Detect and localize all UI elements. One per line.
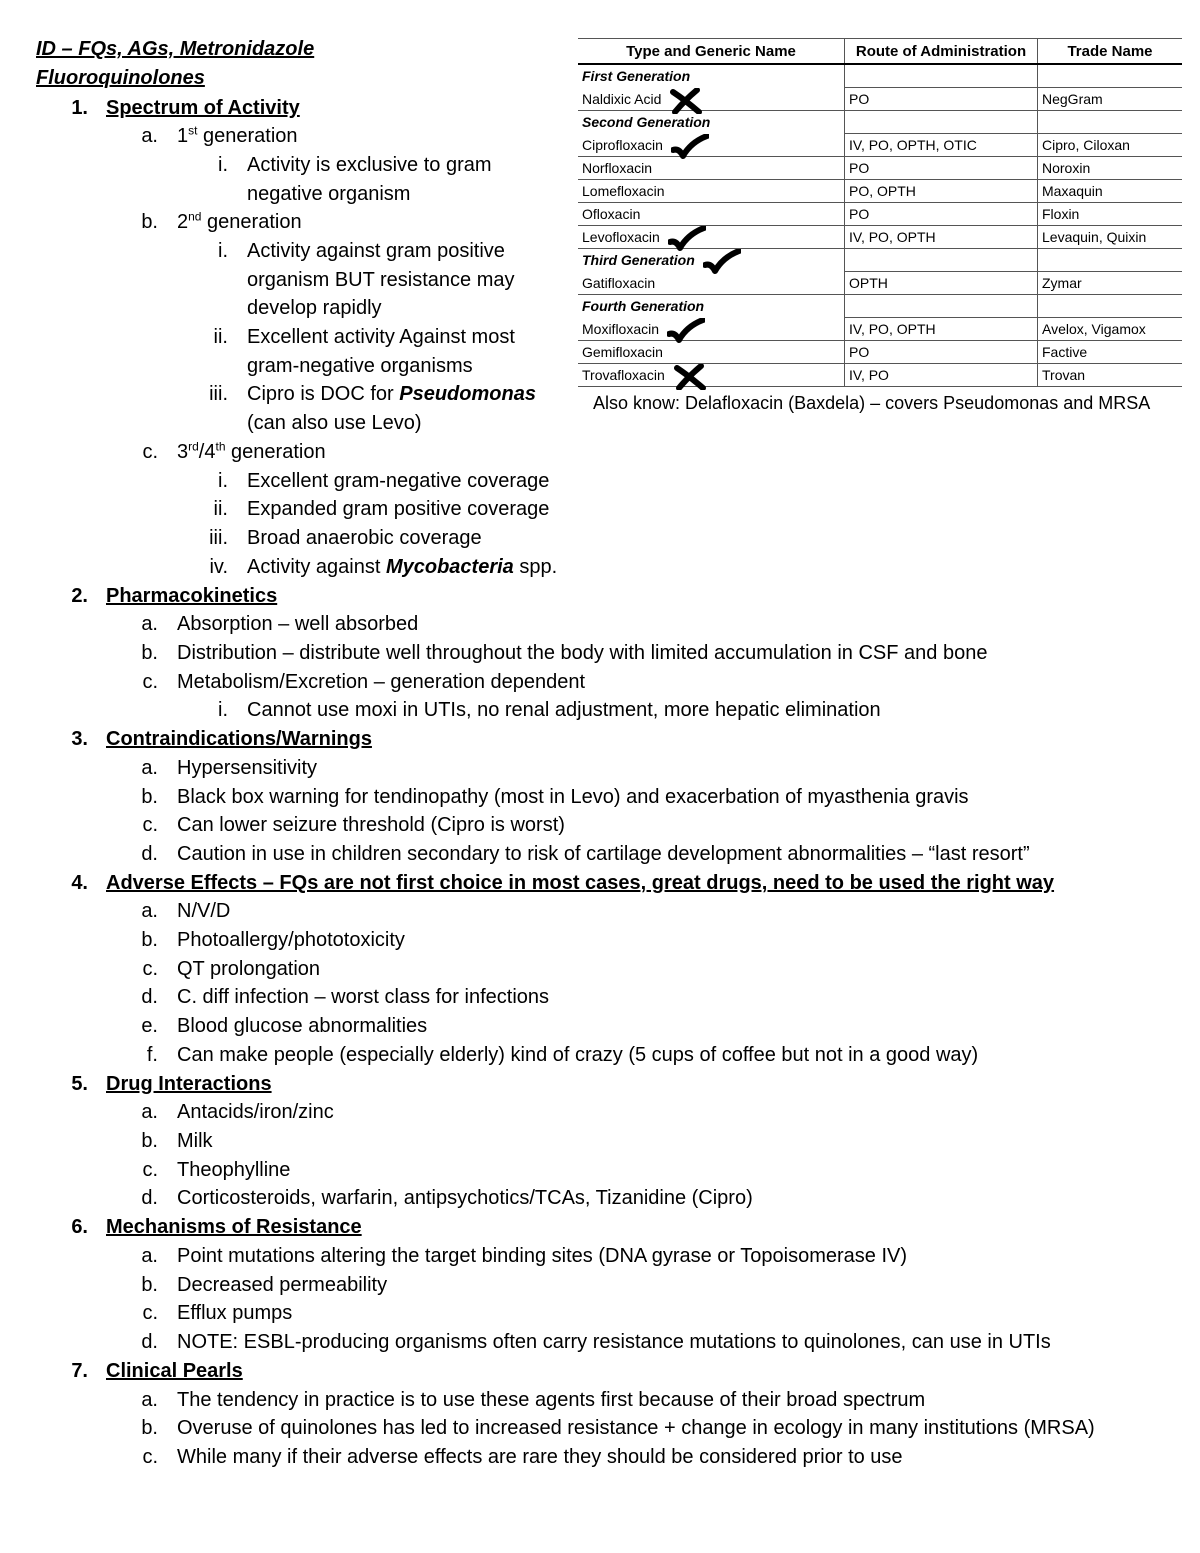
generic-name-cell: Gemifloxacin bbox=[578, 341, 845, 364]
list-item: Black box warning for tendinopathy (most in Levo) and exacerbation of myasthenia gravis bbox=[177, 786, 969, 808]
list-item: N/V/D bbox=[177, 900, 231, 922]
generic-name-cell: Ciprofloxacin bbox=[578, 134, 845, 157]
trade-name-cell: Maxaquin bbox=[1038, 180, 1183, 203]
section-number: 6. bbox=[71, 1216, 88, 1238]
generation-label: Second Generation bbox=[582, 114, 711, 131]
item-label: a. bbox=[141, 613, 158, 635]
item-label: b. bbox=[141, 929, 158, 951]
section-heading: Pharmacokinetics bbox=[106, 585, 278, 607]
route-cell: PO bbox=[845, 203, 1038, 226]
list-item: Cannot use moxi in UTIs, no renal adjustment, more hepatic elimination bbox=[247, 699, 881, 721]
list-item: Absorption – well absorbed bbox=[177, 613, 419, 635]
item-label: a. bbox=[141, 757, 158, 779]
table-header-row bbox=[578, 39, 1182, 65]
item-label: c. bbox=[142, 814, 158, 836]
item-label: i. bbox=[218, 470, 228, 492]
list-item: Caution in use in children secondary to risk of cartilage development abnormalities – “last resort” bbox=[177, 843, 1030, 865]
list-item: 1st generation bbox=[177, 123, 298, 147]
trade-name-cell: Noroxin bbox=[1038, 157, 1183, 180]
list-item: Can lower seizure threshold (Cipro is worst) bbox=[177, 814, 565, 836]
table-row bbox=[578, 203, 1182, 226]
table-body bbox=[578, 64, 1182, 387]
generation-label: Third Generation bbox=[578, 249, 845, 272]
list-item: NOTE: ESBL-producing organisms often carry resistance mutations to quinolones, can use in UTIs bbox=[177, 1331, 1051, 1353]
table-row bbox=[578, 88, 1182, 111]
item-label: iii. bbox=[209, 383, 228, 405]
list-item: Can make people (especially elderly) kind of crazy (5 cups of coffee but not in a good way) bbox=[177, 1044, 979, 1066]
item-label: a. bbox=[141, 1245, 158, 1267]
list-item: Cipro is DOC for Pseudomonas bbox=[247, 383, 536, 405]
list-item: Broad anaerobic coverage bbox=[247, 527, 482, 549]
list-item: Overuse of quinolones has led to increased resistance + change in ecology in many institutions (MRSA) bbox=[177, 1417, 1095, 1439]
generic-name-cell: Lomefloxacin bbox=[578, 180, 845, 203]
generic-name-cell: Levofloxacin bbox=[578, 226, 845, 249]
route-cell: IV, PO, OPTH bbox=[845, 226, 1038, 249]
list-item: Activity against Mycobacteria spp. bbox=[247, 556, 558, 578]
list-item: While many if their adverse effects are rare they should be considered prior to use bbox=[177, 1446, 903, 1468]
column-header: Trade Name bbox=[1038, 39, 1183, 65]
section-heading: Adverse Effects – FQs are not first choice in most cases, great drugs, need to be used the right way bbox=[106, 872, 1055, 894]
list-item: Hypersensitivity bbox=[177, 757, 318, 779]
column-header: Type and Generic Name bbox=[578, 39, 845, 65]
table-cell bbox=[1038, 295, 1183, 318]
item-label: a. bbox=[141, 1389, 158, 1411]
generation-label: Fourth Generation bbox=[582, 298, 705, 315]
table-cell bbox=[845, 249, 1038, 272]
trade-name-cell: Cipro, Ciloxan bbox=[1038, 134, 1183, 157]
item-label: c. bbox=[142, 1446, 158, 1468]
section-heading: Spectrum of Activity bbox=[106, 97, 300, 119]
column-header: Route of Administration bbox=[845, 39, 1038, 65]
item-label: b. bbox=[141, 786, 158, 808]
item-label: b. bbox=[141, 642, 158, 664]
item-label: d. bbox=[141, 1331, 158, 1353]
generic-name-cell: Gatifloxacin bbox=[578, 272, 845, 295]
table-group-row bbox=[578, 64, 1182, 88]
trade-name-cell: Zymar bbox=[1038, 272, 1183, 295]
section-number: 7. bbox=[71, 1360, 88, 1382]
table-row bbox=[578, 364, 1182, 387]
list-item: C. diff infection – worst class for infections bbox=[177, 986, 550, 1008]
trade-name-cell: Avelox, Vigamox bbox=[1038, 318, 1183, 341]
list-item-continued: negative organism bbox=[247, 183, 411, 205]
generic-name-cell: Norfloxacin bbox=[578, 157, 845, 180]
section-number: 3. bbox=[71, 728, 88, 750]
generic-name-cell: Trovafloxacin bbox=[578, 364, 845, 387]
item-label: iv. bbox=[209, 556, 228, 578]
generation-label: First Generation bbox=[582, 68, 691, 85]
list-item: Metabolism/Excretion – generation dependent bbox=[177, 671, 586, 693]
route-cell: PO bbox=[845, 157, 1038, 180]
list-item: Excellent activity Against most bbox=[247, 326, 515, 348]
item-label: c. bbox=[142, 1159, 158, 1181]
section-number: 5. bbox=[71, 1073, 88, 1095]
table-row bbox=[578, 134, 1182, 157]
list-item: Theophylline bbox=[177, 1159, 291, 1181]
route-cell: IV, PO bbox=[845, 364, 1038, 387]
table-cell bbox=[845, 295, 1038, 318]
generic-name-cell: Naldixic Acid bbox=[578, 88, 845, 111]
route-cell: OPTH bbox=[845, 272, 1038, 295]
list-item: Milk bbox=[177, 1130, 213, 1152]
table-cell bbox=[845, 111, 1038, 134]
list-item: Antacids/iron/zinc bbox=[177, 1101, 334, 1123]
section-heading: Mechanisms of Resistance bbox=[106, 1216, 362, 1238]
table-cell bbox=[1038, 64, 1183, 88]
section-heading: Contraindications/Warnings bbox=[106, 728, 372, 750]
section-heading: Drug Interactions bbox=[106, 1073, 272, 1095]
list-item: Distribution – distribute well throughout the body with limited accumulation in CSF and bone bbox=[177, 642, 988, 664]
trade-name-cell: NegGram bbox=[1038, 88, 1183, 111]
item-label: a. bbox=[141, 125, 158, 147]
item-label: a. bbox=[141, 1101, 158, 1123]
list-item: 3rd/4th generation bbox=[177, 439, 326, 463]
route-cell: IV, PO, OPTH bbox=[845, 318, 1038, 341]
item-label: b. bbox=[141, 1274, 158, 1296]
section-number: 4. bbox=[71, 872, 88, 894]
item-label: i. bbox=[218, 699, 228, 721]
fluoroquinolone-table bbox=[578, 38, 1182, 387]
trade-name-cell: Trovan bbox=[1038, 364, 1183, 387]
section-number: 1. bbox=[71, 97, 88, 119]
item-label: c. bbox=[142, 1302, 158, 1324]
table-row bbox=[578, 341, 1182, 364]
table-row bbox=[578, 272, 1182, 295]
item-label: d. bbox=[141, 986, 158, 1008]
list-item: Photoallergy/phototoxicity bbox=[177, 929, 405, 951]
table-group-row bbox=[578, 295, 1182, 318]
list-item: QT prolongation bbox=[177, 958, 321, 980]
item-label: i. bbox=[218, 240, 228, 262]
table-group-row bbox=[578, 111, 1182, 134]
item-label: ii. bbox=[213, 498, 228, 520]
route-cell: IV, PO, OPTH, OTIC bbox=[845, 134, 1038, 157]
list-item: The tendency in practice is to use these agents first because of their broad spectrum bbox=[177, 1389, 926, 1411]
table-cell bbox=[1038, 249, 1183, 272]
trade-name-cell: Factive bbox=[1038, 341, 1183, 364]
table-note: Also know: Delafloxacin (Baxdela) – covers Pseudomonas and MRSA bbox=[593, 393, 1151, 413]
item-label: b. bbox=[141, 1130, 158, 1152]
route-cell: PO bbox=[845, 88, 1038, 111]
list-item: 2nd generation bbox=[177, 209, 302, 233]
generic-name-cell: Moxifloxacin bbox=[578, 318, 845, 341]
route-cell: PO, OPTH bbox=[845, 180, 1038, 203]
table-cell bbox=[1038, 111, 1183, 134]
list-item: Decreased permeability bbox=[177, 1274, 388, 1296]
list-item: Point mutations altering the target binding sites (DNA gyrase or Topoisomerase IV) bbox=[177, 1245, 907, 1267]
list-item-continued: (can also use Levo) bbox=[247, 412, 422, 434]
table-cell bbox=[845, 64, 1038, 88]
item-label: c. bbox=[142, 671, 158, 693]
item-label: ii. bbox=[213, 326, 228, 348]
item-label: d. bbox=[141, 1187, 158, 1209]
item-label: e. bbox=[141, 1015, 158, 1037]
item-label: a. bbox=[141, 900, 158, 922]
item-label: i. bbox=[218, 154, 228, 176]
list-item: Activity against gram positive bbox=[247, 240, 505, 262]
list-item: Excellent gram-negative coverage bbox=[247, 470, 550, 492]
list-item-continued: develop rapidly bbox=[247, 297, 382, 319]
page-title: ID – FQs, AGs, Metronidazole bbox=[36, 38, 315, 60]
trade-name-cell: Levaquin, Quixin bbox=[1038, 226, 1183, 249]
list-item-continued: gram-negative organisms bbox=[247, 355, 473, 377]
item-label: b. bbox=[141, 1417, 158, 1439]
page-subtitle: Fluoroquinolones bbox=[36, 67, 205, 89]
item-label: c. bbox=[142, 441, 158, 463]
item-label: d. bbox=[141, 843, 158, 865]
item-label: iii. bbox=[209, 527, 228, 549]
list-item: Expanded gram positive coverage bbox=[247, 498, 550, 520]
list-item: Activity is exclusive to gram bbox=[247, 154, 492, 176]
list-item-continued: organism BUT resistance may bbox=[247, 269, 515, 291]
trade-name-cell: Floxin bbox=[1038, 203, 1183, 226]
route-cell: PO bbox=[845, 341, 1038, 364]
section-heading: Clinical Pearls bbox=[106, 1360, 243, 1382]
section-number: 2. bbox=[71, 585, 88, 607]
table-row bbox=[578, 226, 1182, 249]
list-item: Corticosteroids, warfarin, antipsychotics/TCAs, Tizanidine (Cipro) bbox=[177, 1187, 753, 1209]
table-row bbox=[578, 180, 1182, 203]
table-row bbox=[578, 157, 1182, 180]
generic-name-cell: Ofloxacin bbox=[578, 203, 845, 226]
list-item: Efflux pumps bbox=[177, 1302, 293, 1324]
item-label: f. bbox=[146, 1044, 158, 1066]
item-label: b. bbox=[141, 211, 158, 233]
list-item: Blood glucose abnormalities bbox=[177, 1015, 428, 1037]
table-row bbox=[578, 318, 1182, 341]
item-label: c. bbox=[142, 958, 158, 980]
